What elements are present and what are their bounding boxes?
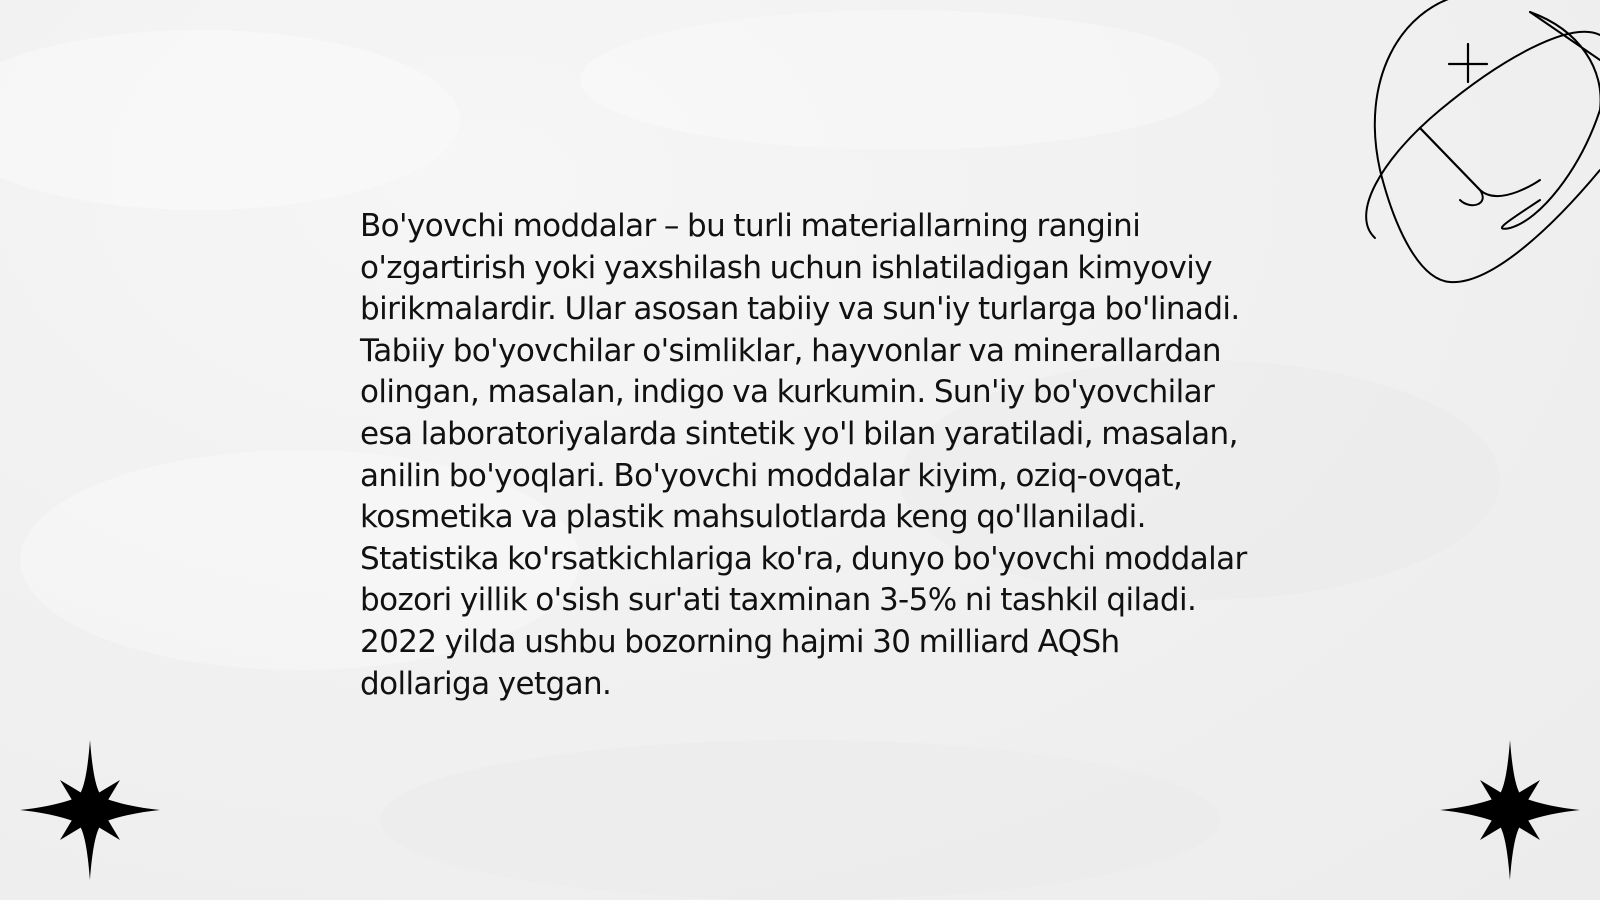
four-point-star-icon xyxy=(1440,740,1580,880)
orbit-sparkle-icon xyxy=(1340,0,1600,300)
slide-paragraph: Bo'yovchi moddalar – bu turli materiallarning rangini o'zgartirish yoki yaxshilash uchun ishlatiladigan kimyoviy birikmalardir. Ular asosan tabiiy va sun'iy turlarga bo'linadi. Tabiiy bo'yovchilar o'simliklar, hayvonlar va minerallardan olingan, masalan, indigo va kurkumin. Sun'iy bo'yovchilar esa laboratoriyalarda sintetik yo'l bilan yaratiladi, masalan, anilin bo'yoqlari. Bo'yovchi moddalar kiyim, oziq-ovqat, kosmetika va plastik mahsulotlarda keng qo'llaniladi. Statistika ko'rsatkichlariga ko'ra, dunyo bo'yovchi moddalar bozori yillik o'sish sur'ati taxminan 3-5% ni tashkil qiladi. 2022 yilda ushbu bozorning hajmi 30 milliard AQSh dollariga yetgan. xyxy=(360,208,1247,702)
four-point-star-icon xyxy=(20,740,160,880)
